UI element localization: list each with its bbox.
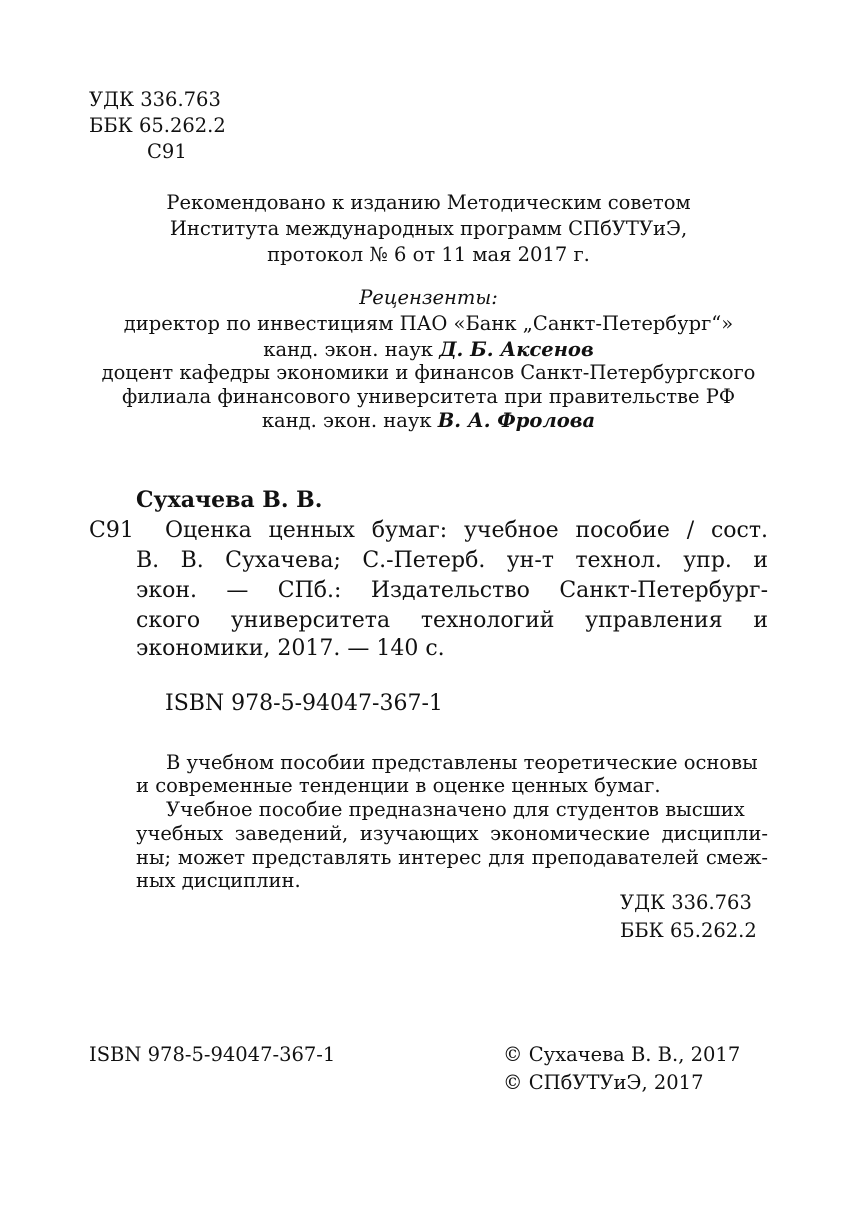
abstract-line-5: ны; может представлять интерес для преподавателей смеж-	[136, 846, 768, 869]
recommendation-line-2: Института международных программ СПбУТУиЭ,	[169, 217, 688, 240]
copyright-university: © СПбУТУиЭ, 2017	[503, 1071, 704, 1094]
bib-isbn: ISBN 978-5-94047-367-1	[165, 691, 443, 716]
abstract-bbk: ББК 65.262.2	[620, 919, 757, 942]
bib-line-5: экономики, 2017. — 140 с.	[136, 636, 445, 661]
abstract-line-1: В учебном пособии представлены теоретические основы	[166, 751, 758, 774]
udk-code: УДК 336.763	[89, 88, 221, 111]
reviewer-2-degree: канд. экон. наук	[261, 409, 432, 432]
bib-line-3: экон. — СПб.: Издательство Санкт-Петербург-	[136, 578, 768, 603]
reviewers-heading: Рецензенты:	[359, 286, 498, 309]
author-mark: С91	[147, 140, 187, 163]
abstract-line-3: Учебное пособие предназначено для студентов высших	[166, 798, 745, 821]
abstract-udk: УДК 336.763	[620, 891, 752, 914]
reviewer-1-name: Д. Б. Аксенов	[439, 338, 594, 361]
bbk-code: ББК 65.262.2	[89, 114, 226, 137]
recommendation-line-3: протокол № 6 от 11 мая 2017 г.	[267, 243, 590, 266]
bib-mark: С91	[89, 518, 134, 543]
abstract-line-2: и современные тенденции в оценке ценных бумаг.	[136, 774, 661, 797]
reviewer-1-position: директор по инвестициям ПАО «Банк „Санкт-Петербург“»	[123, 312, 734, 335]
bib-line-1: Оценка ценных бумаг: учебное пособие / сост.	[165, 518, 768, 543]
footer-isbn: ISBN 978-5-94047-367-1	[89, 1043, 336, 1066]
reviewer-2-name: В. А. Фролова	[437, 409, 596, 432]
reviewer-2-position: доцент кафедры экономики и финансов Санкт-Петербургского	[101, 361, 756, 384]
reviewer-2-credit	[0, 408, 857, 434]
copyright-author: © Сухачева В. В., 2017	[503, 1043, 741, 1066]
abstract-line-4: учебных заведений, изучающих экономические дисципли-	[136, 822, 768, 845]
bib-line-4: ского университета технологий управления и	[136, 608, 768, 633]
bib-author: Сухачева В. В.	[136, 487, 323, 513]
recommendation-line-1: Рекомендовано к изданию Методическим советом	[166, 191, 691, 214]
abstract-line-6: ных дисциплин.	[136, 869, 301, 892]
reviewer-2-affiliation: филиала финансового университета при правительстве РФ	[121, 385, 736, 408]
reviewer-1-degree: канд. экон. наук	[263, 338, 433, 361]
bib-line-2: В. В. Сухачева; С.-Петерб. ун-т технол. упр. и	[136, 548, 768, 573]
